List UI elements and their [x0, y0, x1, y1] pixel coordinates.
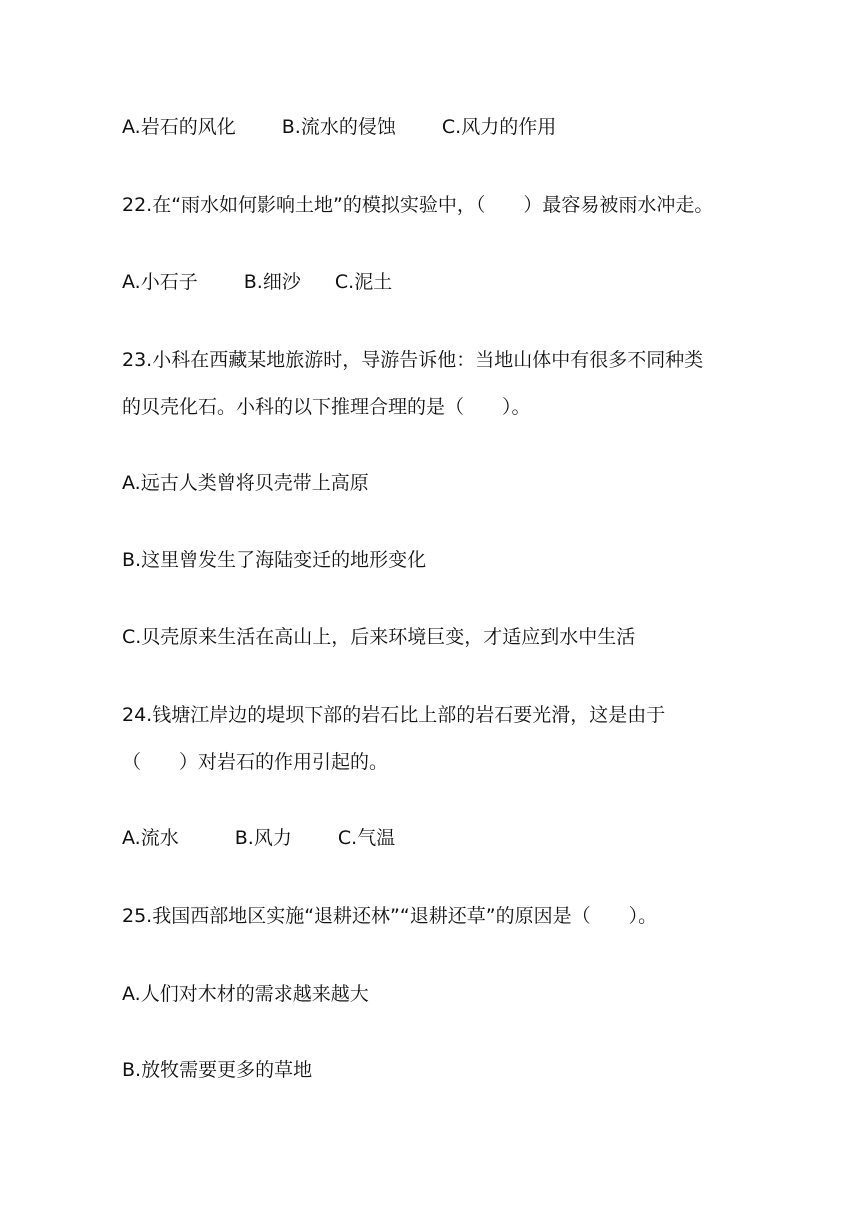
q23-stem-line1: 23.小科在西藏某地旅游时，导游告诉他：当地山体中有很多不同种类 — [122, 349, 704, 371]
q25-option-a: A.人们对木材的需求越来越大 — [122, 983, 369, 1005]
q24-stem-line2: （ ）对岩石的作用引起的。 — [122, 751, 389, 773]
q24-options — [122, 826, 395, 850]
q23-option-a: A.远古人类曾将贝壳带上高原 — [122, 472, 369, 494]
q24-stem-line1: 24.钱塘江岸边的堤坝下部的岩石比上部的岩石要光滑，这是由于 — [122, 704, 666, 726]
q24-option-c: C.气温 — [337, 827, 396, 849]
q22-option-c: C.泥土 — [334, 271, 393, 293]
q22-option-b: B.细沙 — [243, 271, 301, 293]
q24-option-b: B.风力 — [234, 827, 292, 849]
q24-option-a: A.流水 — [122, 827, 179, 849]
q22-option-a: A.小石子 — [122, 271, 198, 293]
q23-option-c: C.贝壳原来生活在高山上，后来环境巨变，才适应到水中生活 — [122, 626, 636, 648]
q22-stem: 22.在“雨水如何影响土地”的模拟实验中，（ ）最容易被雨水冲走。 — [122, 194, 714, 216]
q22-options — [122, 270, 392, 294]
q21-option-c: C.风力的作用 — [441, 116, 557, 138]
q21-options — [122, 115, 556, 139]
q25-stem: 25.我国西部地区实施“退耕还林”“退耕还草”的原因是（ ）。 — [122, 905, 658, 927]
q23-stem-line2: 的贝壳化石。小科的以下推理合理的是（ ）。 — [122, 396, 531, 418]
q25-option-b: B.放牧需要更多的草地 — [122, 1059, 313, 1081]
q23-option-b: B.这里曾发生了海陆变迁的地形变化 — [122, 549, 427, 571]
q21-option-b: B.流水的侵蚀 — [281, 116, 396, 138]
q21-option-a: A.岩石的风化 — [122, 116, 236, 138]
